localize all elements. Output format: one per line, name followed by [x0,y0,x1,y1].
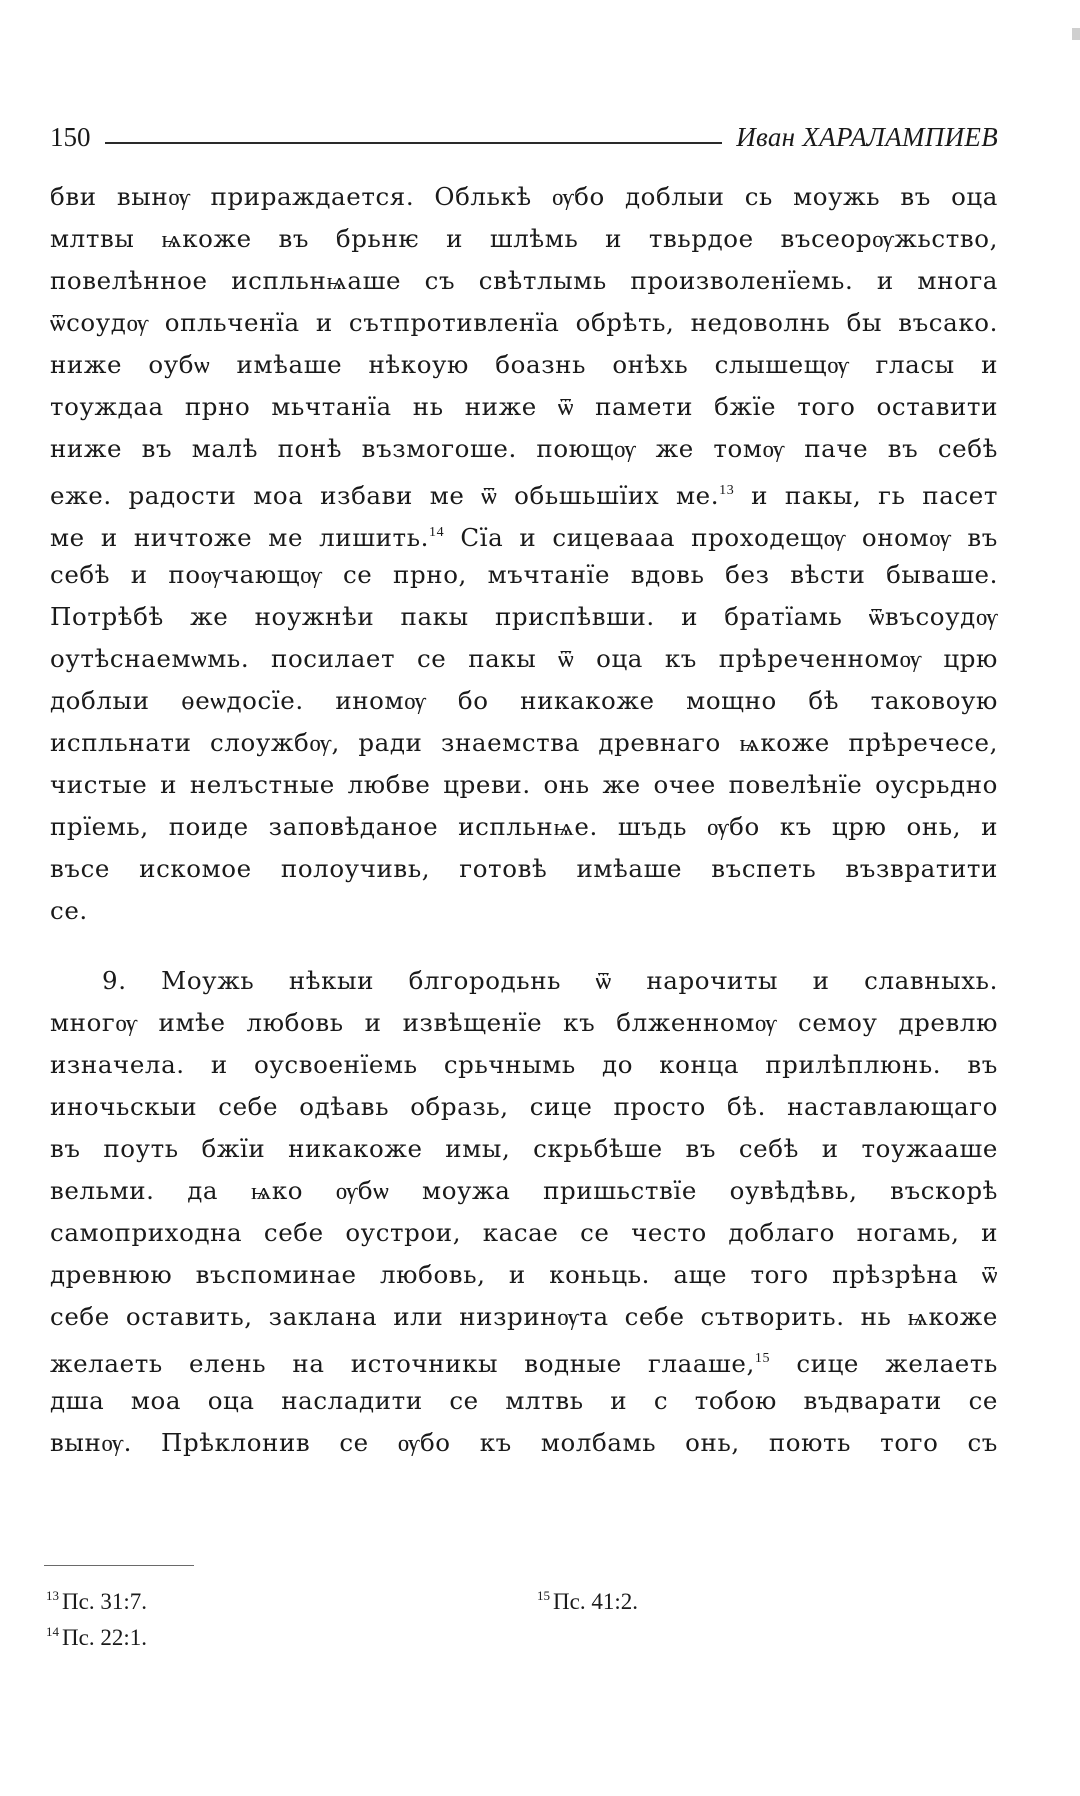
text-line: самоприходна себе оустрои, касае се често доблаго ногамь, и [50,1218,998,1247]
text-segment: еже. радости моа избави ме ѿ обьшьшїих ме. [50,481,720,510]
text-line: въ поуть бжїи никакоже имы, скрьбѣше въ себѣ и тоужааше [50,1134,998,1163]
text-line: млтвы ѩкоже въ брьнѥ и шлѣмь и твьрдое въсеорѹжьство, [50,224,998,253]
text-line: повелѣнное испльнѩаше съ свѣтлымь произволенїемь. и многа [50,266,998,295]
text-line: вельми. да ѩко ѹбѡ моужа пришьствїе оувѣдѣвь, въскорѣ [50,1176,998,1205]
text-line: 9. Моужь нѣкыи блгородьнь ѿ нарочиты и славныхь. [102,966,998,995]
page-number: 150 [50,122,91,152]
text-line: многѹ имѣе любовь и извѣщенїе къ блженномѹ семоу древлю [50,1008,998,1037]
body-text [50,176,998,1464]
text-segment: Сїа и сицевааа проходещѹ ономѹ въ [460,523,998,552]
text-line: чистые и нелъстные любве цреви. онь же очее повелѣнїе оусрьдно [50,770,998,799]
text-segment: желаеть елень на источникы водные глааше, [50,1349,755,1378]
text-segment: сице желаеть [796,1349,998,1378]
running-head [50,118,998,152]
text-line: ниже въ малѣ понѣ възмогоше. поющѹ же томѹ паче въ себѣ [50,434,998,463]
text-line [50,512,998,554]
footnote-mark: 14 [46,1624,59,1639]
text-line: испльнати слоужбѹ, ради знаемства древнаго ѩкоже прѣречесе, [50,728,998,757]
footnote-text: Пс. 31:7. [62,1589,147,1614]
footnote-14 [46,1614,147,1656]
scan-edge-mark [1072,28,1080,40]
text-line: въсе искомое полоучивь, готовѣ имѣаше въспеть възвратити [50,854,998,883]
text-line: изначела. и оусвоенїемь срьчнымь до конца прилѣплюнь. въ [50,1050,998,1079]
text-line: се. [50,896,88,925]
footnote-mark: 15 [537,1588,550,1603]
footnote-mark: 13 [46,1588,59,1603]
text-line: дша моа оца насладити се млтвь и с тобою въдварати се [50,1386,998,1415]
footnote-rule [44,1565,194,1566]
footnote-text: Пс. 41:2. [553,1589,638,1614]
text-line: бви вынѹ прираждается. Облькѣ ѹбо доблыи сь моужь въ оца [50,182,998,211]
header-rule [105,142,723,144]
text-line: ѿсоудѹ опльченїа и сътпротивленїа обрѣть, недоволнь бы въсако. [50,308,998,337]
text-segment: ме и ничтоже ме лишить. [50,523,430,552]
text-line: себѣ и поѹчающѹ се прно, мъчтанїе вдовь без вѣсти бываше. [50,560,998,589]
footnote-ref-14: 14 [429,525,445,540]
text-line: доблыи ѳеѡдосїе. иномѹ бо никакоже мощно бѣ таковоую [50,686,998,715]
paragraph-gap [50,932,998,960]
text-line: себе оставить, заклана или низринѹта себе сътворить. нь ѩкоже [50,1302,998,1331]
footnote-ref-15: 15 [754,1351,771,1366]
text-line: оутѣснаемѡмь. посилает се пакы ѿ оца къ прѣреченномѹ црю [50,644,998,673]
text-line: прїемь, поиде заповѣданое испльнѩе. шъдь ѹбо къ црю онь, и [50,812,998,841]
text-line: ниже оубѡ имѣаше нѣкоую боазнь онѣхь слышещѹ гласы и [50,350,998,379]
text-line: иночьскыи себе одѣавь образь, сице просто бѣ. наставлающаго [50,1092,998,1121]
footnote-text: Пс. 22:1. [62,1625,147,1650]
text-line: вынѹ. Прѣклонив се ѹбо къ молбамь онь, поють того съ [50,1428,998,1457]
text-line: тоуждаа прно мьчтанїа нь ниже ѿ памети бжїе того оставити [50,392,998,421]
text-line: древнюю въспоминае любовь, и коньць. аще того прѣзрѣна ѿ [50,1260,998,1289]
text-segment: и пакы, гь пасет [751,481,998,510]
running-head-author: Иван ХАРАЛАМПИЕВ [736,122,998,152]
text-line: Потрѣбѣ же ноужнѣи пакы приспѣвши. и братїамь ѿвъсоудѹ [50,602,998,631]
footnote-15 [537,1578,638,1620]
text-line [50,470,998,512]
text-line [50,1338,998,1380]
footnote-ref-13: 13 [719,483,735,498]
